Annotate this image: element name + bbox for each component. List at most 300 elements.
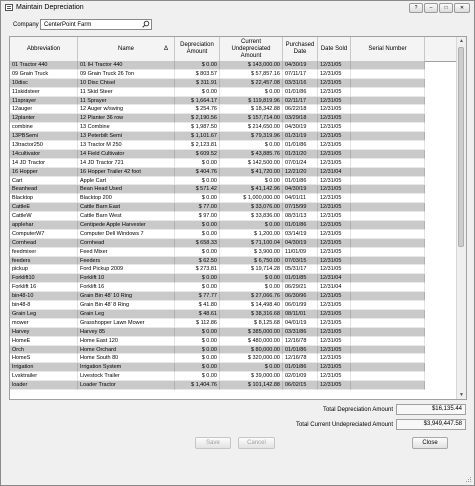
cell-depreciation-amount[interactable]: $ 0.00 xyxy=(175,248,220,257)
table-row[interactable] xyxy=(10,185,458,194)
cell-abbreviation[interactable]: combine xyxy=(10,123,78,132)
table-row[interactable] xyxy=(10,105,458,114)
cell-abbreviation[interactable]: 01 Tractor 440 xyxy=(10,61,78,70)
cell-purchased-date[interactable]: 03/29/18 xyxy=(283,114,318,123)
cell-depreciation-amount[interactable]: $ 0.00 xyxy=(175,61,220,70)
cell-serial-number[interactable] xyxy=(351,230,425,239)
cell-date-sold[interactable]: 12/31/05 xyxy=(318,337,351,346)
cell-depreciation-amount[interactable]: $ 2,190.56 xyxy=(175,114,220,123)
cell-date-sold[interactable]: 12/31/05 xyxy=(318,70,351,79)
table-row[interactable] xyxy=(10,230,458,239)
cell-depreciation-amount[interactable]: $ 254.76 xyxy=(175,105,220,114)
table-row[interactable] xyxy=(10,346,458,355)
cell-purchased-date[interactable]: 01/31/20 xyxy=(283,150,318,159)
table-row[interactable] xyxy=(10,337,458,346)
cell-abbreviation[interactable]: Irrigation xyxy=(10,363,78,372)
cell-date-sold[interactable]: 12/31/04 xyxy=(318,168,351,177)
cell-serial-number[interactable] xyxy=(351,248,425,257)
cell-serial-number[interactable] xyxy=(351,212,425,221)
table-row[interactable] xyxy=(10,159,458,168)
cell-undepreciated-amount[interactable]: $ 33,076.00 xyxy=(220,203,283,212)
cell-serial-number[interactable] xyxy=(351,123,425,132)
cell-abbreviation[interactable]: Beanhead xyxy=(10,185,78,194)
cell-serial-number[interactable] xyxy=(351,337,425,346)
cell-serial-number[interactable] xyxy=(351,177,425,186)
cell-undepreciated-amount[interactable]: $ 1,200.00 xyxy=(220,230,283,239)
cell-date-sold[interactable]: 12/31/05 xyxy=(318,212,351,221)
cell-undepreciated-amount[interactable]: $ 39,000.00 xyxy=(220,372,283,381)
cell-purchased-date[interactable]: 01/01/86 xyxy=(283,141,318,150)
cell-serial-number[interactable] xyxy=(351,319,425,328)
table-row[interactable] xyxy=(10,141,458,150)
cell-name[interactable]: 14 Field Cultivator xyxy=(78,150,175,159)
cell-serial-number[interactable] xyxy=(351,141,425,150)
cell-abbreviation[interactable]: 11skidsteer xyxy=(10,88,78,97)
cell-undepreciated-amount[interactable]: $ 38,316.68 xyxy=(220,310,283,319)
cell-undepreciated-amount[interactable]: $ 33,836.00 xyxy=(220,212,283,221)
cell-purchased-date[interactable]: 01/01/86 xyxy=(283,221,318,230)
cell-depreciation-amount[interactable]: $ 97.00 xyxy=(175,212,220,221)
cell-purchased-date[interactable]: 07/15/99 xyxy=(283,203,318,212)
cell-depreciation-amount[interactable]: $ 658.33 xyxy=(175,239,220,248)
cell-name[interactable]: Cattle Barn East xyxy=(78,203,175,212)
resize-grip-icon[interactable] xyxy=(466,477,472,483)
cell-undepreciated-amount[interactable]: $ 0.00 xyxy=(220,177,283,186)
cell-name[interactable]: Feeders xyxy=(78,257,175,266)
cell-undepreciated-amount[interactable]: $ 8,125.68 xyxy=(220,319,283,328)
cell-undepreciated-amount[interactable]: $ 0.00 xyxy=(220,88,283,97)
cell-purchased-date[interactable]: 08/31/13 xyxy=(283,212,318,221)
cell-serial-number[interactable] xyxy=(351,274,425,283)
column-header-abbreviation[interactable]: Abbreviation xyxy=(10,37,78,61)
cell-serial-number[interactable] xyxy=(351,203,425,212)
cell-serial-number[interactable] xyxy=(351,185,425,194)
cell-undepreciated-amount[interactable]: $ 0.00 xyxy=(220,283,283,292)
cell-purchased-date[interactable]: 01/01/85 xyxy=(283,274,318,283)
cell-date-sold[interactable]: 12/31/05 xyxy=(318,319,351,328)
cell-purchased-date[interactable]: 04/30/19 xyxy=(283,185,318,194)
cell-name[interactable]: Computer Dell Windows 7 xyxy=(78,230,175,239)
table-row[interactable] xyxy=(10,114,458,123)
column-header-purchased-date[interactable]: Purchased Date xyxy=(283,37,318,61)
cell-depreciation-amount[interactable]: $ 112.86 xyxy=(175,319,220,328)
cell-abbreviation[interactable]: Orch xyxy=(10,346,78,355)
cell-depreciation-amount[interactable]: $ 48.61 xyxy=(175,310,220,319)
cell-serial-number[interactable] xyxy=(351,301,425,310)
cell-name[interactable]: Loader Tractor xyxy=(78,381,175,390)
cell-name[interactable]: 10 Disc Chisel xyxy=(78,79,175,88)
cell-date-sold[interactable]: 12/31/05 xyxy=(318,61,351,70)
cell-name[interactable]: 09 Grain Truck 26 Ton xyxy=(78,70,175,79)
cell-depreciation-amount[interactable]: $ 571.42 xyxy=(175,185,220,194)
cell-abbreviation[interactable]: Cart xyxy=(10,177,78,186)
cell-abbreviation[interactable]: Cornhead xyxy=(10,239,78,248)
cell-purchased-date[interactable]: 02/01/09 xyxy=(283,372,318,381)
table-row[interactable] xyxy=(10,354,458,363)
cell-date-sold[interactable]: 12/31/05 xyxy=(318,221,351,230)
cell-date-sold[interactable]: 12/31/05 xyxy=(318,97,351,106)
cell-abbreviation[interactable]: applehar xyxy=(10,221,78,230)
cell-name[interactable]: Irrigation System xyxy=(78,363,175,372)
cell-name[interactable]: Grain Bin 48' 10 Ring xyxy=(78,292,175,301)
cell-date-sold[interactable]: 12/31/05 xyxy=(318,105,351,114)
cell-abbreviation[interactable]: 13PBSemi xyxy=(10,132,78,141)
table-row[interactable] xyxy=(10,265,458,274)
table-row[interactable] xyxy=(10,194,458,203)
cell-abbreviation[interactable]: Grain Leg xyxy=(10,310,78,319)
cell-purchased-date[interactable]: 04/30/19 xyxy=(283,239,318,248)
cell-serial-number[interactable] xyxy=(351,363,425,372)
cell-date-sold[interactable]: 12/31/05 xyxy=(318,248,351,257)
table-row[interactable] xyxy=(10,292,458,301)
cell-name[interactable]: Home South 80 xyxy=(78,354,175,363)
cell-date-sold[interactable]: 12/31/05 xyxy=(318,265,351,274)
cell-purchased-date[interactable]: 06/29/21 xyxy=(283,283,318,292)
table-row[interactable] xyxy=(10,168,458,177)
table-row[interactable] xyxy=(10,257,458,266)
cell-purchased-date[interactable]: 06/30/96 xyxy=(283,292,318,301)
cell-name[interactable]: Grasshopper Lawn Mower xyxy=(78,319,175,328)
cell-name[interactable]: 13 Peterbilt Semi xyxy=(78,132,175,141)
table-row[interactable] xyxy=(10,363,458,372)
cell-undepreciated-amount[interactable]: $ 385,000.00 xyxy=(220,328,283,337)
cell-undepreciated-amount[interactable]: $ 43,885.76 xyxy=(220,150,283,159)
cell-abbreviation[interactable]: 11sprayer xyxy=(10,97,78,106)
cell-undepreciated-amount[interactable]: $ 3,900.00 xyxy=(220,248,283,257)
cell-purchased-date[interactable]: 07/11/17 xyxy=(283,70,318,79)
cell-date-sold[interactable]: 12/31/05 xyxy=(318,159,351,168)
cell-abbreviation[interactable]: 14 JD Tractor xyxy=(10,159,78,168)
cell-name[interactable]: Livestock Trailer xyxy=(78,372,175,381)
search-icon[interactable] xyxy=(141,20,151,29)
cell-serial-number[interactable] xyxy=(351,372,425,381)
cell-serial-number[interactable] xyxy=(351,239,425,248)
cell-serial-number[interactable] xyxy=(351,257,425,266)
table-row[interactable] xyxy=(10,212,458,221)
cell-date-sold[interactable]: 12/31/05 xyxy=(318,150,351,159)
cell-abbreviation[interactable]: 10disc xyxy=(10,79,78,88)
close-icon[interactable]: ✕ xyxy=(454,3,470,13)
cell-serial-number[interactable] xyxy=(351,168,425,177)
cell-undepreciated-amount[interactable]: $ 80,000.00 xyxy=(220,346,283,355)
cell-name[interactable]: Feed Mixer xyxy=(78,248,175,257)
cell-undepreciated-amount[interactable]: $ 101,142.88 xyxy=(220,381,283,390)
cell-undepreciated-amount[interactable]: $ 27,066.76 xyxy=(220,292,283,301)
table-row[interactable] xyxy=(10,132,458,141)
cell-purchased-date[interactable]: 04/01/19 xyxy=(283,319,318,328)
cell-undepreciated-amount[interactable]: $ 143,000.00 xyxy=(220,61,283,70)
cell-purchased-date[interactable]: 01/01/86 xyxy=(283,177,318,186)
cell-date-sold[interactable]: 12/31/05 xyxy=(318,79,351,88)
cell-depreciation-amount[interactable]: $ 273.81 xyxy=(175,265,220,274)
column-header-name[interactable]: Name Δ xyxy=(78,37,175,61)
help-icon[interactable]: ? xyxy=(409,3,423,13)
cell-undepreciated-amount[interactable]: $ 79,319.96 xyxy=(220,132,283,141)
cell-abbreviation[interactable]: 09 Grain Truck xyxy=(10,70,78,79)
cell-abbreviation[interactable]: Blacktop xyxy=(10,194,78,203)
cell-abbreviation[interactable]: bin48-8 xyxy=(10,301,78,310)
cell-purchased-date[interactable]: 03/14/19 xyxy=(283,230,318,239)
cell-depreciation-amount[interactable]: $ 1,101.67 xyxy=(175,132,220,141)
maximize-icon[interactable]: □ xyxy=(439,3,453,13)
cell-depreciation-amount[interactable]: $ 0.00 xyxy=(175,88,220,97)
cell-abbreviation[interactable]: HomeS xyxy=(10,354,78,363)
column-header-serial-number[interactable]: Serial Number xyxy=(351,37,425,61)
cell-purchased-date[interactable]: 06/01/99 xyxy=(283,301,318,310)
cell-purchased-date[interactable]: 04/30/19 xyxy=(283,123,318,132)
cell-name[interactable]: 16 Hopper Trailer 42 foot xyxy=(78,168,175,177)
cell-abbreviation[interactable]: ComputerW7 xyxy=(10,230,78,239)
table-row[interactable] xyxy=(10,61,458,70)
table-row[interactable] xyxy=(10,274,458,283)
cell-date-sold[interactable]: 12/31/05 xyxy=(318,292,351,301)
cell-abbreviation[interactable]: CattleE xyxy=(10,203,78,212)
table-row[interactable] xyxy=(10,123,458,132)
cell-name[interactable]: 11 Skid Steer xyxy=(78,88,175,97)
cell-date-sold[interactable]: 12/31/05 xyxy=(318,301,351,310)
cell-abbreviation[interactable]: Lvsktrailer xyxy=(10,372,78,381)
cell-name[interactable]: Bean Head Used xyxy=(78,185,175,194)
cell-abbreviation[interactable]: feedmixer xyxy=(10,248,78,257)
cell-abbreviation[interactable]: 13tractor250 xyxy=(10,141,78,150)
cell-name[interactable]: Grain Leg xyxy=(78,310,175,319)
table-row[interactable] xyxy=(10,372,458,381)
cell-serial-number[interactable] xyxy=(351,70,425,79)
cell-abbreviation[interactable]: Forklift10 xyxy=(10,274,78,283)
cell-date-sold[interactable]: 12/31/05 xyxy=(318,141,351,150)
cell-date-sold[interactable]: 12/31/05 xyxy=(318,239,351,248)
cell-serial-number[interactable] xyxy=(351,88,425,97)
cell-date-sold[interactable]: 12/31/05 xyxy=(318,194,351,203)
cell-name[interactable]: 14 JD Tractor 721 xyxy=(78,159,175,168)
cell-name[interactable]: Grain Bin 48' 8 Ring xyxy=(78,301,175,310)
cell-undepreciated-amount[interactable]: $ 0.00 xyxy=(220,141,283,150)
table-row[interactable] xyxy=(10,79,458,88)
cell-serial-number[interactable] xyxy=(351,346,425,355)
cell-depreciation-amount[interactable]: $ 609.52 xyxy=(175,150,220,159)
cell-abbreviation[interactable]: loader xyxy=(10,381,78,390)
cell-undepreciated-amount[interactable]: $ 22,457.08 xyxy=(220,79,283,88)
cell-undepreciated-amount[interactable]: $ 71,100.04 xyxy=(220,239,283,248)
cell-undepreciated-amount[interactable]: $ 41,142.96 xyxy=(220,185,283,194)
cell-purchased-date[interactable]: 04/30/19 xyxy=(283,61,318,70)
cell-depreciation-amount[interactable]: $ 0.00 xyxy=(175,372,220,381)
table-row[interactable] xyxy=(10,319,458,328)
cell-depreciation-amount[interactable]: $ 0.00 xyxy=(175,337,220,346)
cell-undepreciated-amount[interactable]: $ 18,342.88 xyxy=(220,105,283,114)
cell-abbreviation[interactable]: 16 Hopper xyxy=(10,168,78,177)
cell-undepreciated-amount[interactable]: $ 19,714.28 xyxy=(220,265,283,274)
cell-abbreviation[interactable]: bin48-10 xyxy=(10,292,78,301)
cell-depreciation-amount[interactable]: $ 0.00 xyxy=(175,328,220,337)
cell-name[interactable]: 13 Tractor M 250 xyxy=(78,141,175,150)
cell-name[interactable]: Blacktop 200 xyxy=(78,194,175,203)
cell-serial-number[interactable] xyxy=(351,79,425,88)
cell-date-sold[interactable]: 12/31/05 xyxy=(318,203,351,212)
cell-serial-number[interactable] xyxy=(351,114,425,123)
cell-serial-number[interactable] xyxy=(351,150,425,159)
cell-date-sold[interactable]: 12/31/05 xyxy=(318,257,351,266)
cell-abbreviation[interactable]: 14cultivator xyxy=(10,150,78,159)
cell-name[interactable]: 13 Combine xyxy=(78,123,175,132)
cell-depreciation-amount[interactable]: $ 1,987.50 xyxy=(175,123,220,132)
scroll-up-icon[interactable]: ▲ xyxy=(459,38,464,44)
cell-name[interactable]: 11 Sprayer xyxy=(78,97,175,106)
cell-name[interactable]: Forklift 10 xyxy=(78,274,175,283)
cell-serial-number[interactable] xyxy=(351,310,425,319)
cell-undepreciated-amount[interactable]: $ 57,857.16 xyxy=(220,70,283,79)
cell-depreciation-amount[interactable]: $ 311.91 xyxy=(175,79,220,88)
cell-serial-number[interactable] xyxy=(351,97,425,106)
cell-date-sold[interactable]: 12/31/04 xyxy=(318,274,351,283)
cell-name[interactable]: Cornhead xyxy=(78,239,175,248)
cell-depreciation-amount[interactable]: $ 0.00 xyxy=(175,283,220,292)
cell-depreciation-amount[interactable]: $ 62.50 xyxy=(175,257,220,266)
cell-purchased-date[interactable]: 12/21/20 xyxy=(283,168,318,177)
cell-purchased-date[interactable]: 06/22/18 xyxy=(283,105,318,114)
cell-abbreviation[interactable]: HomeE xyxy=(10,337,78,346)
cell-purchased-date[interactable]: 01/31/19 xyxy=(283,132,318,141)
cell-purchased-date[interactable]: 04/01/11 xyxy=(283,194,318,203)
cell-date-sold[interactable]: 12/31/05 xyxy=(318,114,351,123)
cell-purchased-date[interactable]: 12/16/78 xyxy=(283,337,318,346)
cell-date-sold[interactable]: 12/31/05 xyxy=(318,346,351,355)
cell-serial-number[interactable] xyxy=(351,159,425,168)
cell-serial-number[interactable] xyxy=(351,132,425,141)
cell-undepreciated-amount[interactable]: $ 142,500.00 xyxy=(220,159,283,168)
cell-purchased-date[interactable]: 08/11/01 xyxy=(283,310,318,319)
table-row[interactable] xyxy=(10,328,458,337)
cell-depreciation-amount[interactable]: $ 803.57 xyxy=(175,70,220,79)
table-row[interactable] xyxy=(10,283,458,292)
cell-date-sold[interactable]: 12/31/05 xyxy=(318,132,351,141)
cell-serial-number[interactable] xyxy=(351,292,425,301)
cell-undepreciated-amount[interactable]: $ 41,720.00 xyxy=(220,168,283,177)
cell-depreciation-amount[interactable]: $ 0.00 xyxy=(175,194,220,203)
cell-purchased-date[interactable]: 01/01/86 xyxy=(283,88,318,97)
cell-purchased-date[interactable]: 12/16/78 xyxy=(283,354,318,363)
table-row[interactable] xyxy=(10,97,458,106)
cell-abbreviation[interactable]: feeders xyxy=(10,257,78,266)
cell-date-sold[interactable]: 12/31/04 xyxy=(318,283,351,292)
cell-depreciation-amount[interactable]: $ 0.00 xyxy=(175,363,220,372)
cell-abbreviation[interactable]: Forklift 16 xyxy=(10,283,78,292)
cell-name[interactable]: Apple Cart xyxy=(78,177,175,186)
cell-date-sold[interactable]: 12/31/05 xyxy=(318,363,351,372)
cell-date-sold[interactable]: 12/31/05 xyxy=(318,372,351,381)
cell-abbreviation[interactable]: mower xyxy=(10,319,78,328)
cell-serial-number[interactable] xyxy=(351,194,425,203)
cell-depreciation-amount[interactable]: $ 0.00 xyxy=(175,177,220,186)
cell-undepreciated-amount[interactable]: $ 320,000.00 xyxy=(220,354,283,363)
cell-name[interactable]: 01 IH Tractor 440 xyxy=(78,61,175,70)
cell-purchased-date[interactable]: 02/11/17 xyxy=(283,97,318,106)
cell-purchased-date[interactable]: 07/01/24 xyxy=(283,159,318,168)
cell-date-sold[interactable]: 12/31/05 xyxy=(318,123,351,132)
cell-purchased-date[interactable]: 06/02/15 xyxy=(283,381,318,390)
cell-name[interactable]: 12 Auger w/swing xyxy=(78,105,175,114)
cell-depreciation-amount[interactable]: $ 77.77 xyxy=(175,292,220,301)
table-row[interactable] xyxy=(10,239,458,248)
cell-serial-number[interactable] xyxy=(351,381,425,390)
cell-serial-number[interactable] xyxy=(351,354,425,363)
cell-name[interactable]: Forklift 16 xyxy=(78,283,175,292)
cell-depreciation-amount[interactable]: $ 0.00 xyxy=(175,354,220,363)
table-row[interactable] xyxy=(10,70,458,79)
cell-undepreciated-amount[interactable]: $ 0.00 xyxy=(220,274,283,283)
cell-depreciation-amount[interactable]: $ 1,664.17 xyxy=(175,97,220,106)
cell-date-sold[interactable]: 12/31/05 xyxy=(318,310,351,319)
scroll-thumb[interactable] xyxy=(458,47,464,247)
cell-depreciation-amount[interactable]: $ 404.76 xyxy=(175,168,220,177)
cell-name[interactable]: Cattle Barn West xyxy=(78,212,175,221)
cell-name[interactable]: Home East 120 xyxy=(78,337,175,346)
cell-depreciation-amount[interactable]: $ 0.00 xyxy=(175,230,220,239)
cell-abbreviation[interactable]: Harvey xyxy=(10,328,78,337)
cell-purchased-date[interactable]: 05/31/17 xyxy=(283,265,318,274)
cell-undepreciated-amount[interactable]: $ 157,714.00 xyxy=(220,114,283,123)
cell-depreciation-amount[interactable]: $ 41.80 xyxy=(175,301,220,310)
cell-name[interactable]: Harvey 85 xyxy=(78,328,175,337)
cell-date-sold[interactable]: 12/31/05 xyxy=(318,381,351,390)
cell-purchased-date[interactable]: 03/31/86 xyxy=(283,328,318,337)
cell-abbreviation[interactable]: 12planter xyxy=(10,114,78,123)
cell-date-sold[interactable]: 12/31/05 xyxy=(318,230,351,239)
table-row[interactable] xyxy=(10,248,458,257)
cell-undepreciated-amount[interactable]: $ 480,000.00 xyxy=(220,337,283,346)
cell-purchased-date[interactable]: 11/01/09 xyxy=(283,248,318,257)
cell-purchased-date[interactable]: 01/01/86 xyxy=(283,346,318,355)
cell-purchased-date[interactable]: 01/01/86 xyxy=(283,363,318,372)
cell-name[interactable]: Ford Pickup 2009 xyxy=(78,265,175,274)
cell-undepreciated-amount[interactable]: $ 14,498.40 xyxy=(220,301,283,310)
cell-serial-number[interactable] xyxy=(351,328,425,337)
table-row[interactable] xyxy=(10,301,458,310)
cell-date-sold[interactable]: 12/31/05 xyxy=(318,177,351,186)
table-row[interactable] xyxy=(10,88,458,97)
cell-undepreciated-amount[interactable]: $ 214,650.00 xyxy=(220,123,283,132)
table-row[interactable] xyxy=(10,221,458,230)
cell-date-sold[interactable]: 12/31/05 xyxy=(318,88,351,97)
cell-undepreciated-amount[interactable]: $ 6,750.00 xyxy=(220,257,283,266)
cell-depreciation-amount[interactable]: $ 2,123.81 xyxy=(175,141,220,150)
cell-undepreciated-amount[interactable]: $ 0.00 xyxy=(220,363,283,372)
table-row[interactable] xyxy=(10,381,458,390)
table-row[interactable] xyxy=(10,203,458,212)
cell-serial-number[interactable] xyxy=(351,265,425,274)
cell-abbreviation[interactable]: CattleW xyxy=(10,212,78,221)
cell-name[interactable]: Centipede Apple Harvester xyxy=(78,221,175,230)
save-button[interactable]: Save xyxy=(195,437,231,449)
cell-purchased-date[interactable]: 03/31/16 xyxy=(283,79,318,88)
cell-undepreciated-amount[interactable]: $ 119,819.96 xyxy=(220,97,283,106)
table-row[interactable] xyxy=(10,310,458,319)
cell-depreciation-amount[interactable]: $ 0.00 xyxy=(175,159,220,168)
cell-depreciation-amount[interactable]: $ 0.00 xyxy=(175,346,220,355)
vertical-scrollbar[interactable] xyxy=(456,37,466,399)
cell-serial-number[interactable] xyxy=(351,61,425,70)
column-header-undepreciated-amount[interactable]: Current Undepreciated Amount xyxy=(220,37,283,61)
cell-date-sold[interactable]: 12/31/05 xyxy=(318,354,351,363)
close-button[interactable]: Close xyxy=(412,437,448,449)
column-header-depreciation-amount[interactable]: Depreciation Amount xyxy=(175,37,220,61)
cell-serial-number[interactable] xyxy=(351,221,425,230)
cell-name[interactable]: Home Orchard xyxy=(78,346,175,355)
cell-serial-number[interactable] xyxy=(351,283,425,292)
minimize-icon[interactable]: – xyxy=(424,3,438,13)
cell-depreciation-amount[interactable]: $ 77.00 xyxy=(175,203,220,212)
cell-abbreviation[interactable]: 12auger xyxy=(10,105,78,114)
